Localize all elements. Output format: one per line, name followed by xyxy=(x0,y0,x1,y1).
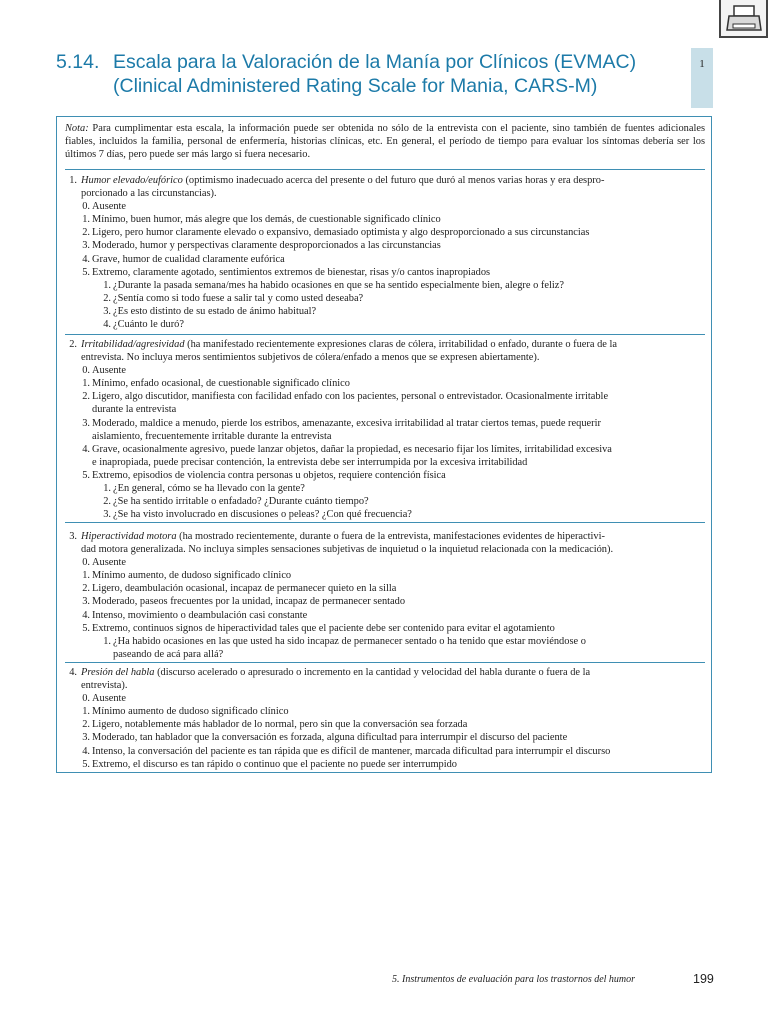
option-line xyxy=(65,609,705,622)
question-line xyxy=(65,635,705,648)
line-number: 4. xyxy=(82,745,90,757)
line-text xyxy=(92,456,527,469)
line-number: 3. xyxy=(69,531,77,542)
chapter-tab-label: 1 xyxy=(699,58,705,70)
line-number: 2. xyxy=(82,227,90,239)
line-content: aislamiento, frecuentemente irritable durante la entrevista xyxy=(92,430,332,442)
line-text xyxy=(113,292,363,305)
line-number: 4. xyxy=(82,443,90,455)
line-content: ¿Sentía como si todo fuese a salir tal y como usted deseaba? xyxy=(113,292,364,304)
line-number: 2. xyxy=(82,391,90,403)
line-content: ¿Cuánto le duró? xyxy=(113,319,184,331)
line-number: 1. xyxy=(69,175,77,186)
question-line xyxy=(65,482,705,495)
line-number: 4. xyxy=(103,319,111,331)
item-heading-line xyxy=(65,679,705,692)
option-line xyxy=(65,403,705,416)
line-content: (ha mostrado recientemente, durante o fuera de la entrevista, manifestaciones evidentes de hiperactivi- xyxy=(176,531,605,542)
question-line xyxy=(65,648,705,661)
line-number: 0. xyxy=(82,365,90,377)
line-content: Ligero, algo discutidor, manifiesta con facilidad enfado con los pacientes, personal o entrevistador. Ocasionalmente irritable xyxy=(92,391,609,403)
line-text xyxy=(92,718,467,731)
note-label: Nota: xyxy=(65,123,89,134)
line-text xyxy=(81,543,613,556)
option-line xyxy=(65,213,705,226)
line-text xyxy=(92,731,567,744)
line-text xyxy=(81,174,604,187)
line-content: paseando de acá para allá? xyxy=(113,648,224,660)
item-title: Irritabilidad/agresividad xyxy=(81,339,185,350)
option-line xyxy=(65,758,705,771)
line-text xyxy=(113,305,316,318)
line-number: 2. xyxy=(82,719,90,731)
line-content: Ausente xyxy=(92,365,127,377)
line-number: 1. xyxy=(103,279,111,291)
line-content: ¿Durante la pasada semana/mes ha habido ocasiones en que se ha sentido especialmente bien, alegre o feliz? xyxy=(113,279,564,291)
line-text xyxy=(92,239,441,252)
line-text xyxy=(92,595,405,608)
line-text xyxy=(92,226,589,239)
line-number: 1. xyxy=(82,706,90,718)
line-content: ¿Se ha visto involucrado en discusiones o peleas? ¿Con qué frecuencia? xyxy=(113,509,412,521)
line-number: 3. xyxy=(82,732,90,744)
line-text xyxy=(92,213,441,226)
item-heading-line xyxy=(65,543,705,556)
title-line-2: (Clinical Administered Rating Scale for Mania, CARS-M) xyxy=(113,75,598,97)
line-text xyxy=(92,469,446,482)
section-title xyxy=(56,50,676,98)
line-text xyxy=(92,745,610,758)
line-text xyxy=(92,390,608,403)
line-content: (ha manifestado recientemente expresiones claras de cólera, irritabilidad o enfado, durante o fuera de la xyxy=(184,339,617,350)
option-line xyxy=(65,377,705,390)
line-number: 5. xyxy=(82,622,90,634)
line-text xyxy=(92,705,289,718)
divider xyxy=(65,169,705,170)
line-content: Intenso, movimiento o deambulación casi constante xyxy=(92,609,308,621)
item-title: Presión del habla xyxy=(81,667,155,678)
line-text xyxy=(92,403,176,416)
line-text xyxy=(92,253,285,266)
line-text xyxy=(92,443,612,456)
question-line xyxy=(65,279,705,292)
line-content: Mínimo aumento de dudoso significado clínico xyxy=(92,706,289,718)
option-line xyxy=(65,569,705,582)
item-heading-line xyxy=(65,338,705,351)
note-text: Para cumplimentar esta escala, la información puede ser obtenida no sólo de la entrevista con el paciente, sino también de fuentes adicionales fiables, incluidos la familia, personal de enfermería, historias clínicas, etc. En general, el período de tiempo para evaluar los síntomas debería ser los últimos 7 días, pero puede ser más largo si fuera necesario. xyxy=(65,123,705,161)
line-text xyxy=(92,622,555,635)
line-number: 2. xyxy=(103,496,111,508)
line-text xyxy=(92,569,291,582)
line-number: 0. xyxy=(82,201,90,213)
divider xyxy=(65,334,705,335)
line-text xyxy=(92,266,490,279)
line-number: 5. xyxy=(82,758,90,770)
line-number: 5. xyxy=(82,469,90,481)
line-number: 1. xyxy=(82,570,90,582)
item-heading-line xyxy=(65,666,705,679)
line-text xyxy=(81,187,217,200)
line-number: 3. xyxy=(103,509,111,521)
section-number: 5.14. xyxy=(56,51,100,73)
line-content: Ligero, pero humor claramente elevado o expansivo, demasiado optimista y algo desproporcionado a sus circunstancias xyxy=(92,227,590,239)
option-line xyxy=(65,253,705,266)
line-content: Grave, ocasionalmente agresivo, puede lanzar objetos, dañar la propiedad, es necesario fijar los límites, irritabilidad excesiva xyxy=(92,443,612,455)
item-heading-line xyxy=(65,351,705,364)
print-button[interactable] xyxy=(719,0,768,38)
line-number: 4. xyxy=(82,253,90,265)
line-content: Ligero, deambulación ocasional, incapaz de permanecer quieto en la silla xyxy=(92,583,397,595)
line-content: Grave, humor de cualidad claramente eufórica xyxy=(92,253,285,265)
option-line xyxy=(65,266,705,279)
line-content: durante la entrevista xyxy=(92,404,177,416)
scale-box xyxy=(56,116,712,773)
line-content: ¿Ha habido ocasiones en las que usted ha sido incapaz de permanecer sentado o ha tenido que estar moviéndose o xyxy=(113,635,586,647)
line-content: Extremo, claramente agotado, sentimientos extremos de bienestar, risas y/o cantos inapropiados xyxy=(92,266,491,278)
line-text xyxy=(81,338,617,351)
line-content: (discurso acelerado o apresurado o incremento en la cantidad y velocidad del habla durante o fuera de la xyxy=(154,667,591,678)
option-line xyxy=(65,390,705,403)
line-text xyxy=(92,430,331,443)
line-content: ¿En general, cómo se ha llevado con la gente? xyxy=(113,483,305,495)
line-text xyxy=(92,692,126,705)
line-content: entrevista). xyxy=(81,680,128,692)
question-line xyxy=(65,508,705,521)
line-content: ¿Es esto distinto de su estado de ánimo habitual? xyxy=(113,305,317,317)
printer-icon xyxy=(725,4,763,34)
page-number: 199 xyxy=(693,972,714,986)
line-number: 4. xyxy=(82,609,90,621)
scale-item-2 xyxy=(65,338,705,521)
line-content: Extremo, episodios de violencia contra personas u objetos, requiere contención física xyxy=(92,469,446,481)
item-title: Humor elevado/eufórico xyxy=(81,175,183,186)
chapter-tab xyxy=(691,48,713,108)
line-number: 5. xyxy=(82,266,90,278)
line-content: Moderado, humor y perspectivas claramente desproporcionados a las circunstancias xyxy=(92,240,441,252)
option-line xyxy=(65,443,705,456)
line-text xyxy=(92,364,126,377)
line-text xyxy=(92,417,601,430)
line-content: Intenso, la conversación del paciente es tan rápida que es difícil de mantener, marcada dificultad para interrumpir el discurso xyxy=(92,745,611,757)
option-line xyxy=(65,705,705,718)
line-text xyxy=(113,495,369,508)
scale-item-4 xyxy=(65,666,705,771)
line-text xyxy=(92,758,457,771)
line-text xyxy=(81,679,127,692)
line-number: 0. xyxy=(82,693,90,705)
question-line xyxy=(65,318,705,331)
line-text xyxy=(113,635,586,648)
line-number: 2. xyxy=(103,292,111,304)
line-number: 4. xyxy=(69,667,77,678)
option-line xyxy=(65,239,705,252)
line-number: 3. xyxy=(82,417,90,429)
line-text xyxy=(92,377,350,390)
option-line xyxy=(65,731,705,744)
line-number: 0. xyxy=(82,557,90,569)
line-content: Mínimo, buen humor, más alegre que los demás, de cuestionable significado clínico xyxy=(92,214,441,226)
line-number: 2. xyxy=(69,339,77,350)
title-line-1: Escala para la Valoración de la Manía por Clínicos (EVMAC) xyxy=(113,51,637,73)
item-heading-line xyxy=(65,187,705,200)
note-paragraph xyxy=(65,122,705,161)
line-content: dad motora generalizada. No incluya simples sensaciones subjetivas de inquietud o la inquietud relacionada con la medicación). xyxy=(81,544,614,556)
line-content: Ligero, notablemente más hablador de lo normal, pero sin que la conversación sea forzada xyxy=(92,719,468,731)
line-content: Mínimo, enfado ocasional, de cuestionable significado clínico xyxy=(92,378,350,390)
option-line xyxy=(65,556,705,569)
line-text xyxy=(81,666,590,679)
line-text xyxy=(113,279,564,292)
line-number: 3. xyxy=(82,240,90,252)
scale-item-3 xyxy=(65,530,705,661)
item-title: Hiperactividad motora xyxy=(81,531,177,542)
line-text xyxy=(113,482,305,495)
line-text xyxy=(92,609,307,622)
question-line xyxy=(65,495,705,508)
line-content: Ausente xyxy=(92,201,127,213)
line-content: Moderado, tan hablador que la conversación es forzada, alguna dificultad para interrumpir el discurso del paciente xyxy=(92,732,568,744)
option-line xyxy=(65,718,705,731)
line-content: Moderado, paseos frecuentes por la unidad, incapaz de permanecer sentado xyxy=(92,596,406,608)
question-line xyxy=(65,305,705,318)
line-number: 1. xyxy=(82,378,90,390)
line-text xyxy=(81,530,605,543)
option-line xyxy=(65,582,705,595)
line-content: e inapropiada, puede precisar contención, la entrevista debe ser interrumpida por la excesiva irritabilidad xyxy=(92,456,528,468)
line-number: 1. xyxy=(103,483,111,495)
option-line xyxy=(65,200,705,213)
divider xyxy=(65,522,705,523)
line-content: Moderado, maldice a menudo, pierde los estribos, amenazante, excesiva irritabilidad al tratar ciertos temas, puede requerir xyxy=(92,417,601,429)
line-text xyxy=(113,648,223,661)
line-content: Extremo, continuos signos de hiperactividad tales que el paciente debe ser contenido para evitar el agotamiento xyxy=(92,622,555,634)
item-heading-line xyxy=(65,174,705,187)
line-content: Ausente xyxy=(92,557,127,569)
question-line xyxy=(65,292,705,305)
item-heading-line xyxy=(65,530,705,543)
scale-item-1 xyxy=(65,174,705,331)
line-text xyxy=(92,200,126,213)
line-number: 2. xyxy=(82,583,90,595)
running-footer: 5. Instrumentos de evaluación para los trastornos del humor xyxy=(392,974,636,985)
line-text xyxy=(113,318,184,331)
divider xyxy=(65,662,705,663)
line-content: Ausente xyxy=(92,693,127,705)
line-text xyxy=(113,508,412,521)
line-content: ¿Se ha sentido irritable o enfadado? ¿Durante cuánto tiempo? xyxy=(113,496,369,508)
option-line xyxy=(65,226,705,239)
option-line xyxy=(65,622,705,635)
line-content: (optimismo inadecuado acerca del presente o del futuro que duró al menos varias horas y era despro- xyxy=(182,175,605,186)
line-number: 1. xyxy=(82,214,90,226)
option-line xyxy=(65,456,705,469)
option-line xyxy=(65,364,705,377)
option-line xyxy=(65,692,705,705)
option-line xyxy=(65,595,705,608)
line-text xyxy=(92,556,126,569)
option-line xyxy=(65,430,705,443)
option-line xyxy=(65,469,705,482)
option-line xyxy=(65,745,705,758)
line-number: 1. xyxy=(103,635,111,647)
line-text xyxy=(81,351,539,364)
line-content: Extremo, el discurso es tan rápido o continuo que el paciente no puede ser interrumpido xyxy=(92,758,458,770)
line-text xyxy=(92,582,396,595)
line-content: Mínimo aumento, de dudoso significado clínico xyxy=(92,570,292,582)
line-content: entrevista. No incluya meros sentimientos subjetivos de cólera/enfado a menos que se expresen abiertamente). xyxy=(81,352,540,364)
line-content: porcionado a las circunstancias). xyxy=(81,188,217,200)
option-line xyxy=(65,417,705,430)
line-number: 3. xyxy=(103,305,111,317)
line-number: 3. xyxy=(82,596,90,608)
